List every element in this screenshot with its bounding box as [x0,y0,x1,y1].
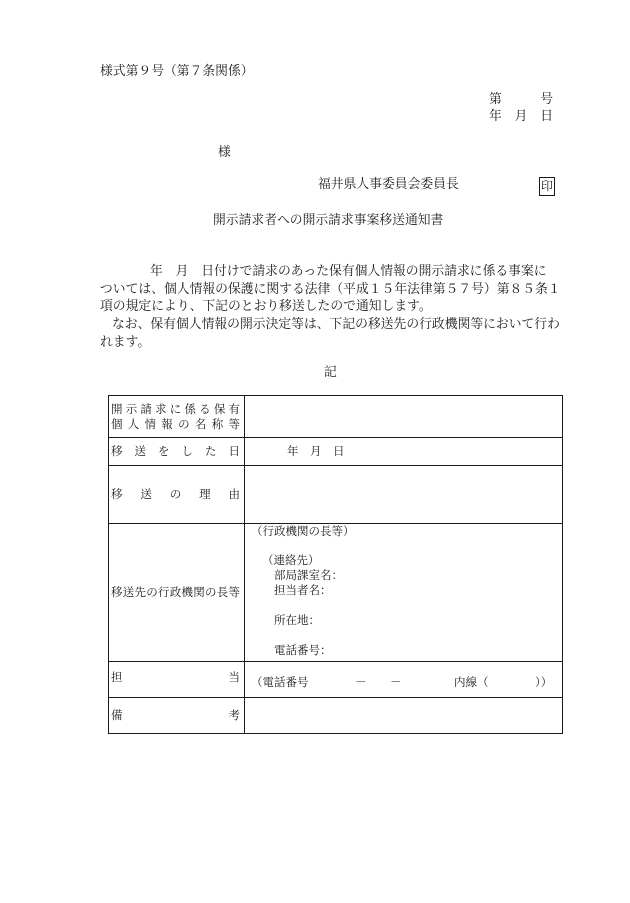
body-line-5: れます。 [100,335,151,350]
transfer-reason-label-cell [109,466,245,523]
label-char: 有 [228,401,240,416]
note-heading: 記 [324,365,337,380]
label-char: 政 [169,585,182,599]
label-char: 機 [181,585,193,599]
label-char: の [205,585,217,599]
handler-phone-dash-2: － [390,675,402,689]
destination-head: （行政機関の長等） [251,524,355,538]
remarks-value [245,698,562,733]
sender-name: 福井県人事委員会委員長 [318,177,459,192]
label-char: 人 [127,416,140,431]
document-number: 第 号 [489,92,553,107]
table-row-info-name [109,396,562,438]
label-char: 送 [122,585,135,599]
label-char: 係 [184,401,196,416]
body-line-2: ついては、個人情報の保護に関する法律（平成１５年法律第５７号）第８５条１ [100,282,561,297]
contact-phone: 電話番号： [274,643,332,657]
seal-mark: 印 [539,177,555,196]
table-row-handler [109,662,562,698]
label-char: 理 [199,487,211,501]
label-char: 長 [216,585,229,599]
handler-phone-dash-1: － [355,675,367,689]
label-char: の [178,416,190,431]
info-name-label [109,396,245,437]
label-char: 称 [211,416,224,431]
contact-address: 所在地： [274,613,320,627]
label-char: 等 [228,416,240,431]
transfer-date-label [111,444,240,459]
document-date: 年 月 日 [489,109,553,124]
label-char: 移 [111,487,123,501]
label-char: 移 [111,585,123,599]
transfer-reason-label [111,487,240,502]
label-char: 行 [158,585,170,599]
handler-label [111,670,240,685]
contact-person: 担当者名： [274,583,332,597]
body-line-3: 項の規定により、下記のとおり移送したので通知します。 [100,299,432,314]
label-char: 関 [193,585,205,599]
info-name-label-line-1 [111,402,240,417]
label-char: 等 [228,585,240,599]
label-char: 送 [134,444,146,458]
label-char: 示 [125,401,138,416]
contact-heading: （連絡先） [262,553,320,567]
transfer-date-label-cell [109,438,245,465]
transfer-date-value-cell [245,438,562,465]
destination-label [111,585,240,600]
handler-phone-cell [245,662,562,697]
remarks-label-cell [109,698,245,733]
info-name-value [245,396,562,437]
label-char: 考 [228,708,240,722]
body-line-1: 年 月 日付けで請求のあった保有個人情報の開示請求に係る事案に [150,264,547,279]
handler-label-cell [109,662,245,697]
label-char: 情 [144,416,157,431]
remarks-label [111,708,240,723]
label-char: 名 [194,416,207,431]
label-char: 日 [228,444,240,458]
label-char: 報 [161,416,173,431]
table-row-transfer-date [109,438,562,466]
label-char: る [199,401,211,416]
handler-phone-open: （電話番号 [251,675,309,689]
handler-phone-close: ）） [535,675,553,689]
label-char: し [181,444,193,458]
label-char: 由 [228,487,240,501]
label-char: 請 [140,401,152,416]
form-code: 様式第９号（第７条関係） [100,64,254,79]
label-char: 担 [111,670,123,684]
label-char: 移 [111,444,123,458]
transfer-date-value: 年 月 日 [287,444,345,458]
info-name-label-line-2 [111,417,240,432]
label-char: に [169,401,182,416]
label-char: 求 [155,401,167,416]
destination-label-cell [109,524,245,661]
destination-value-cell [245,524,562,661]
table-row-remarks [109,698,562,733]
addressee-suffix: 様 [218,145,231,160]
table-row-transfer-reason [109,466,562,524]
label-char: の [146,585,158,599]
label-char: 送 [140,487,152,501]
label-char: た [205,444,217,458]
document-title: 開示請求者への開示請求事案移送通知書 [213,213,444,228]
handler-extension: 内線（ [454,675,489,689]
label-char: 開 [111,401,123,416]
body-line-4: なお、保有個人情報の開示決定等は、下記の移送先の行政機関等において行わ [112,317,560,332]
label-char: の [169,487,182,501]
label-char: 備 [111,708,123,722]
label-char: 当 [228,670,240,684]
table-row-destination [109,524,562,662]
label-char: 個 [111,416,123,431]
transfer-details-table [108,395,563,734]
label-char: 先 [134,585,146,599]
label-char: を [158,444,170,458]
transfer-reason-value [245,466,562,523]
contact-department: 部局課室名： [274,568,343,582]
label-char: 保 [213,401,226,416]
